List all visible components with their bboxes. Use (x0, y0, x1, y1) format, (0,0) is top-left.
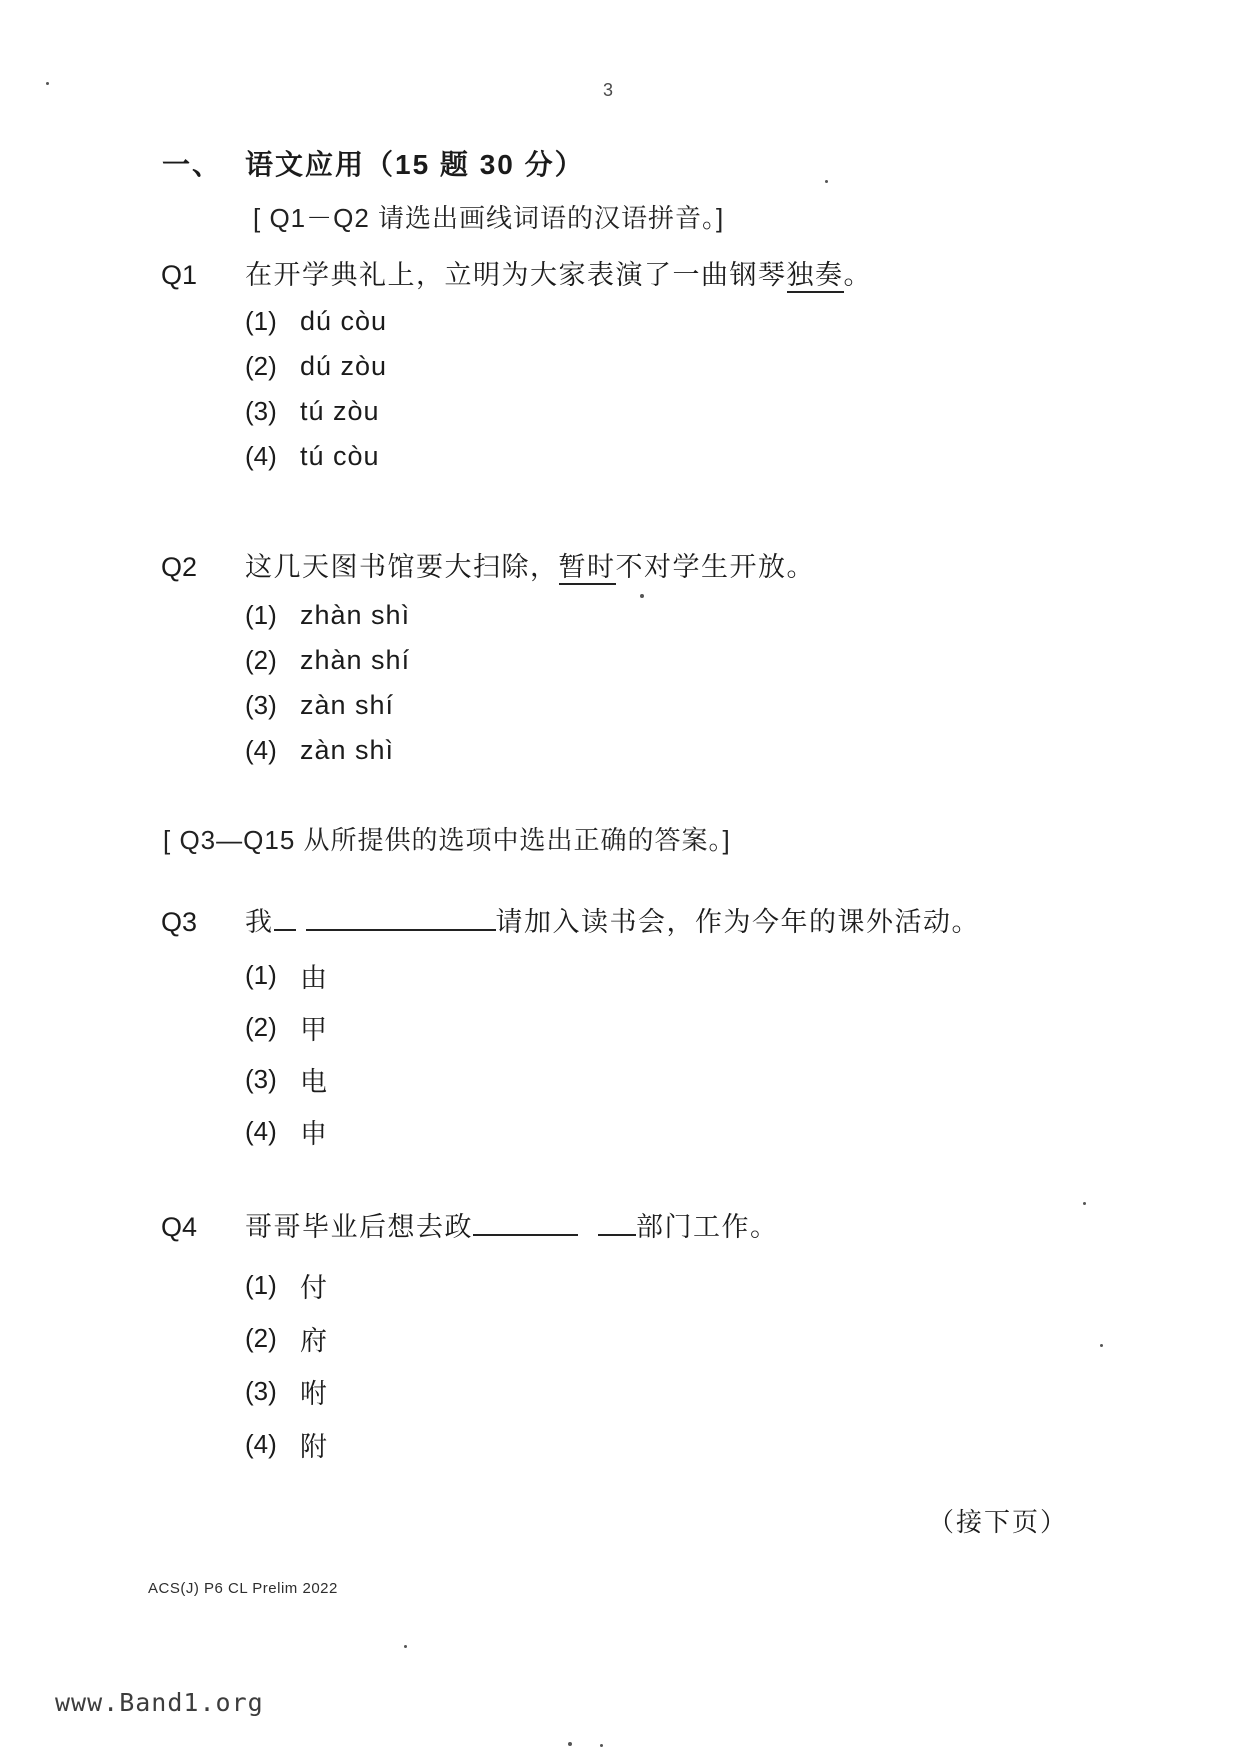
option-row (245, 683, 815, 728)
option-number: (2) (245, 1323, 277, 1353)
option-text: 申 (300, 1118, 328, 1149)
options-list (245, 593, 815, 773)
option-text: tú còu (300, 441, 380, 471)
option-row (245, 1365, 779, 1418)
question-text-pre: 在开学典礼上，立明为大家表演了一曲钢琴 (245, 260, 787, 290)
question-text-pre: 这几天图书馆要大扫除， (245, 552, 559, 582)
question-text (245, 545, 815, 584)
option-row (245, 1105, 980, 1157)
underlined-word: 独奏 (787, 260, 844, 293)
fill-in-blank (306, 903, 496, 931)
option-text: dú zòu (300, 351, 388, 381)
option-text: 府 (300, 1326, 328, 1356)
question-number: Q4 (161, 1212, 198, 1242)
option-number: (4) (245, 1115, 277, 1146)
question-text (245, 900, 980, 939)
document-code: ACS(J) P6 CL Prelim 2022 (148, 1580, 338, 1597)
section-number: 一、 (162, 149, 223, 180)
option-number: (1) (245, 600, 277, 630)
question-text-pre: 我 (245, 907, 274, 937)
option-number: (1) (245, 959, 277, 990)
option-number: (3) (245, 1063, 277, 1094)
options-list (245, 949, 980, 1157)
option-row (245, 1001, 980, 1053)
option-row (245, 728, 815, 773)
options-list (245, 1259, 779, 1471)
question-text-post: 。 (843, 260, 872, 290)
option-row (245, 949, 980, 1001)
question-q1 (148, 253, 872, 479)
fill-in-blank (274, 903, 296, 931)
scan-speck (640, 594, 644, 598)
question-q4 (148, 1205, 779, 1471)
question-q3 (148, 900, 980, 1157)
option-row (245, 1418, 779, 1471)
option-number: (3) (245, 396, 277, 426)
option-text: 附 (300, 1432, 328, 1462)
instruction-q1-q2: [ Q1－Q2 请选出画线词语的汉语拼音。] (253, 203, 725, 233)
instruction-q3-q15: [ Q3—Q15 从所提供的选项中选出正确的答案。] (163, 825, 731, 855)
scan-speck (568, 1742, 572, 1746)
continue-note: （接下页） (928, 1507, 1069, 1537)
underlined-word: 暂时 (559, 552, 616, 585)
option-text: 咐 (300, 1379, 328, 1409)
question-text (245, 1205, 779, 1244)
fill-in-blank (473, 1208, 578, 1236)
scan-speck (1083, 1202, 1086, 1205)
question-number: Q2 (161, 552, 198, 582)
option-text: 由 (300, 962, 328, 993)
option-text: dú còu (300, 306, 388, 336)
question-text-pre: 哥哥毕业后想去政 (245, 1212, 473, 1242)
question-text-post: 不对学生开放。 (615, 552, 815, 582)
question-number: Q3 (161, 907, 198, 937)
section-title: 语文应用（15 题 30 分） (245, 149, 585, 180)
scan-speck (825, 180, 828, 183)
option-number: (4) (245, 441, 277, 471)
option-text: zhàn shì (300, 600, 411, 630)
question-line (148, 1205, 779, 1244)
options-list (245, 299, 872, 479)
scan-speck (1100, 1344, 1103, 1347)
scan-speck (600, 1744, 603, 1747)
option-row (245, 593, 815, 638)
question-number: Q1 (161, 260, 198, 290)
question-q2 (148, 545, 815, 773)
option-number: (1) (245, 306, 277, 336)
option-number: (2) (245, 351, 277, 381)
option-row (245, 638, 815, 683)
option-number: (2) (245, 1011, 277, 1042)
option-text: 甲 (300, 1014, 328, 1045)
question-line (148, 545, 815, 584)
scan-speck (404, 1645, 407, 1648)
option-number: (2) (245, 645, 277, 675)
option-text: 付 (300, 1273, 328, 1303)
option-row (245, 389, 872, 434)
question-text-post: 请加入读书会，作为今年的课外活动。 (495, 907, 980, 937)
watermark-url: www.Band1.org (55, 1688, 264, 1717)
option-number: (1) (245, 1270, 277, 1300)
option-number: (3) (245, 690, 277, 720)
question-text (245, 253, 872, 292)
option-text: 电 (300, 1066, 328, 1097)
scan-speck (46, 82, 49, 85)
option-row (245, 344, 872, 389)
fill-in-blank (598, 1208, 636, 1236)
question-text-post: 部门工作。 (636, 1212, 779, 1242)
option-row (245, 1053, 980, 1105)
option-number: (4) (245, 1429, 277, 1459)
option-row (245, 299, 872, 344)
option-number: (4) (245, 735, 277, 765)
option-text: zhàn shí (300, 645, 411, 675)
option-row (245, 434, 872, 479)
page-number: 3 (603, 80, 614, 100)
option-row (245, 1259, 779, 1312)
section-header (148, 143, 585, 183)
option-text: zàn shí (300, 690, 395, 720)
option-number: (3) (245, 1376, 277, 1406)
question-line (148, 253, 872, 292)
question-line (148, 900, 980, 939)
option-text: zàn shì (300, 735, 395, 765)
option-text: tú zòu (300, 396, 380, 426)
option-row (245, 1312, 779, 1365)
